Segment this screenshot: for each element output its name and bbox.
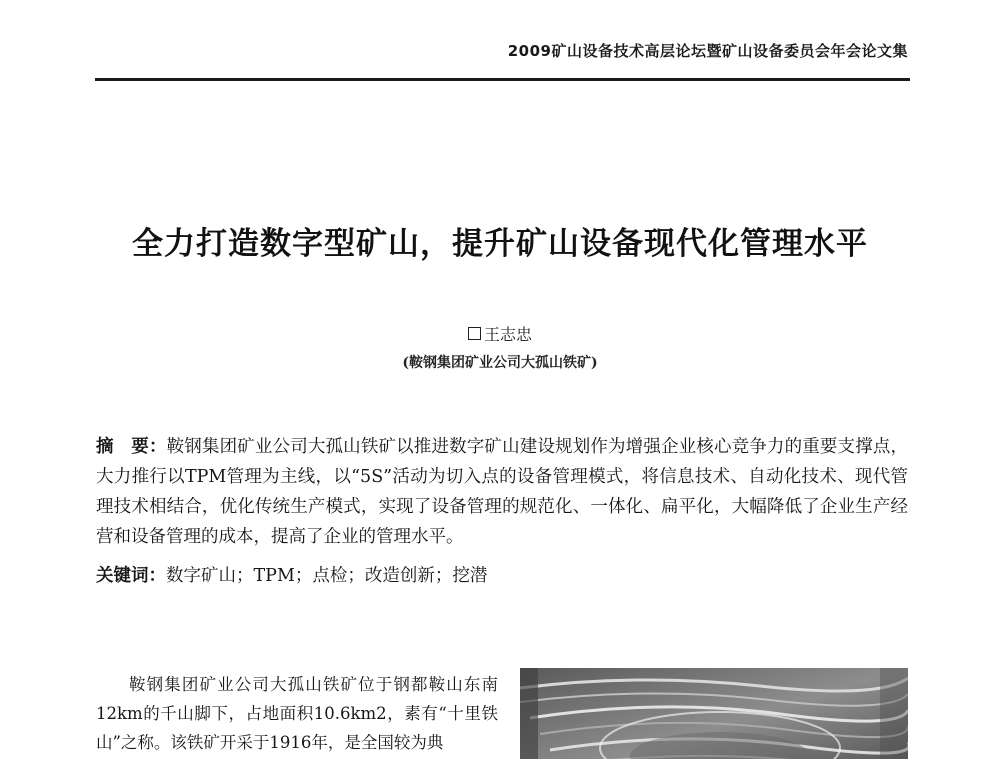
author-name: 王志忠: [483, 325, 532, 344]
abstract-text: 鞍钢集团矿业公司大孤山铁矿以推进数字矿山建设规划作为增强企业核心竞争力的重要支撑点，大力推行以TPM管理为主线，以“5S”活动为切入点的设备管理模式，将信息技术、自动化技术、现代管理技术相结合，优化传统生产模式，实现了设备管理的规范化、一体化、扁平化，大幅降低了企业生产经营和设备管理的成本，提高了企业的管理水平。: [96, 437, 908, 547]
open-pit-mine-photo: [520, 668, 908, 759]
body-paragraph: 鞍钢集团矿业公司大孤山铁矿位于钢都鞍山东南12km的千山脚下，占地面积10.6km2，素有“十里铁山”之称。该铁矿开采于1916年，是全国较为典: [96, 675, 498, 752]
mine-photo-svg: [520, 668, 908, 759]
author-line: [0, 322, 1000, 345]
keywords-text: 数字矿山；TPM；点检；改造创新；挖潜: [166, 566, 488, 586]
header-rule: [95, 78, 910, 81]
keywords-label: 关键词：: [96, 566, 166, 586]
author-box-icon: [468, 327, 481, 340]
abstract: [96, 432, 908, 552]
keywords: [96, 562, 908, 590]
abstract-label: 摘 要：: [96, 437, 167, 457]
author-affiliation: (鞍钢集团矿业公司大孤山铁矿): [402, 355, 598, 371]
paper-title: 全力打造数字型矿山，提升矿山设备现代化管理水平: [132, 226, 868, 262]
journal-header: 2009矿山设备技术高层论坛暨矿山设备委员会年会论文集: [507, 42, 908, 60]
